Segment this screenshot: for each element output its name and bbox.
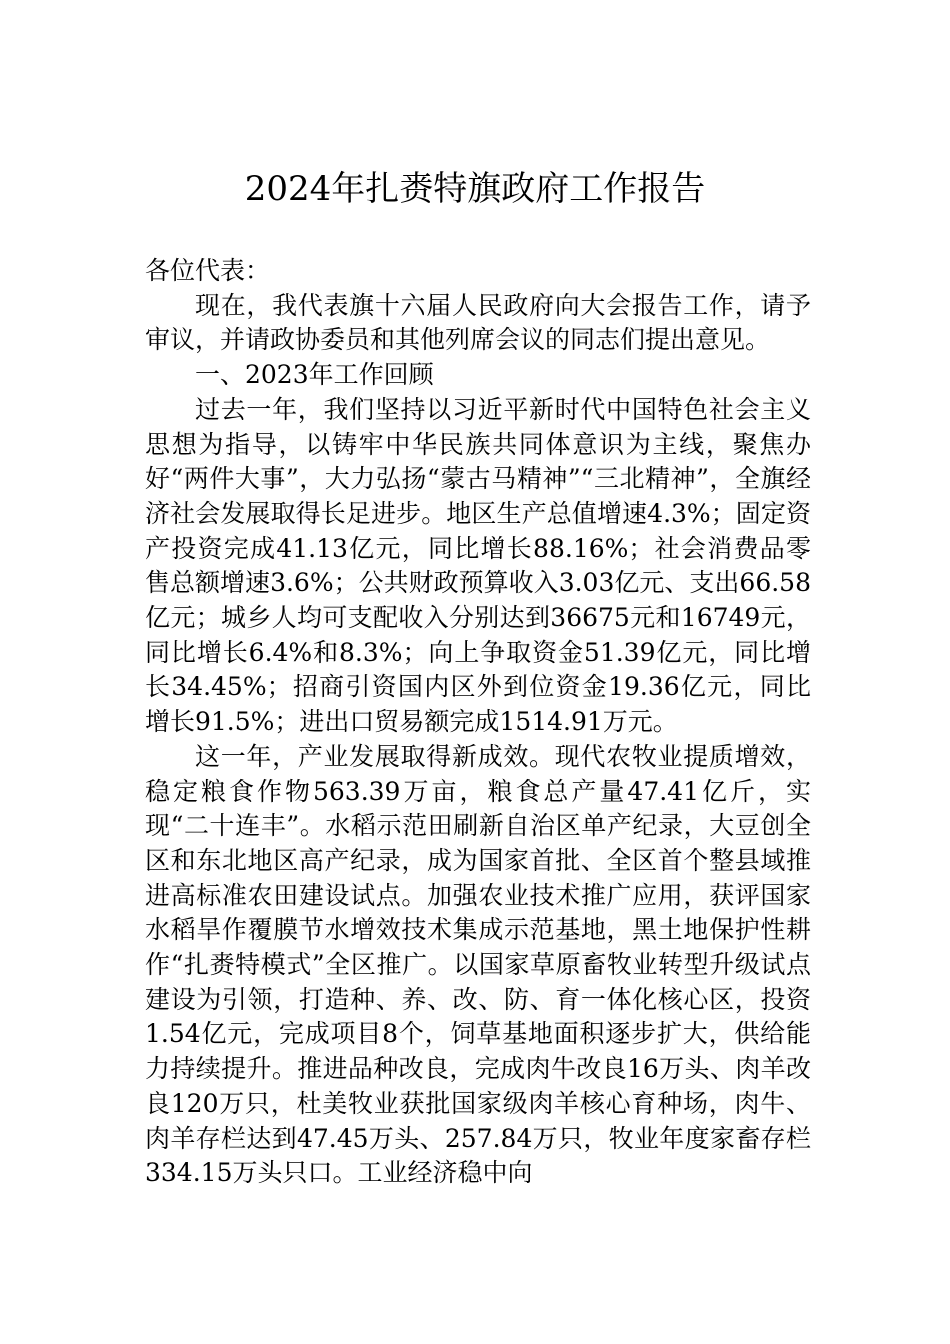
section-heading: 一、2023年工作回顾 (195, 360, 434, 390)
review-paragraph: 过去一年，我们坚持以习近平新时代中国特色社会主义思想为指导，以铸牢中华民族共同体意识为主线，聚焦办好“两件大事”，大力弘扬“蒙古马精神”“三北精神”，全旗经济社会发展取得长足进步。地区生产总值增速4.3%；固定资产投资完成41.13亿元，同比增长88.16%；社会消费品零售总额增速3.6%；公共财政预算收入3.03亿元、支出66.58亿元；城乡人均可支配收入分别达到36675元和16749元，同比增长6.4%和8.3%；向上争取资金51.39亿元，同比增长34.45%；招商引资国内区外到位资金19.36亿元，同比增长91.5%；进出口贸易额完成1514.91万元。 (145, 394, 811, 737)
document-body (145, 254, 811, 1191)
salutation: 各位代表： (145, 256, 271, 285)
document-title: 2024年扎赉特旗政府工作报告 (244, 169, 706, 209)
industry-paragraph: 这一年，产业发展取得新成效。现代农牧业提质增效，稳定粮食作物563.39万亩，粮食总产量47.41亿斤，实现“二十连丰”。水稻示范田刷新自治区单产纪录，大豆创全区和东北地区高产纪录，成为国家首批、全区首个整县域推进高标准农田建设试点。加强农业技术推广应用，获评国家水稻旱作覆膜节水增效技术集成示范基地，黑土地保护性耕作“扎赉特模式”全区推广。以国家草原畜牧业转型升级试点建设为引领，打造种、养、改、防、育一体化核心区，投资1.54亿元，完成项目8个，饲草基地面积逐步扩大，供给能力持续提升。推进品种改良，完成肉牛改良16万头、肉羊改良120万只，杜美牧业获批国家级肉羊核心育种场，肉牛、肉羊存栏达到47.45万头、257.84万只，牧业年度家畜存栏334.15万头只口。工业经济稳中向 (145, 741, 811, 1188)
intro-paragraph: 现在，我代表旗十六届人民政府向大会报告工作，请予审议，并请政协委员和其他列席会议的同志们提出意见。 (145, 290, 811, 355)
